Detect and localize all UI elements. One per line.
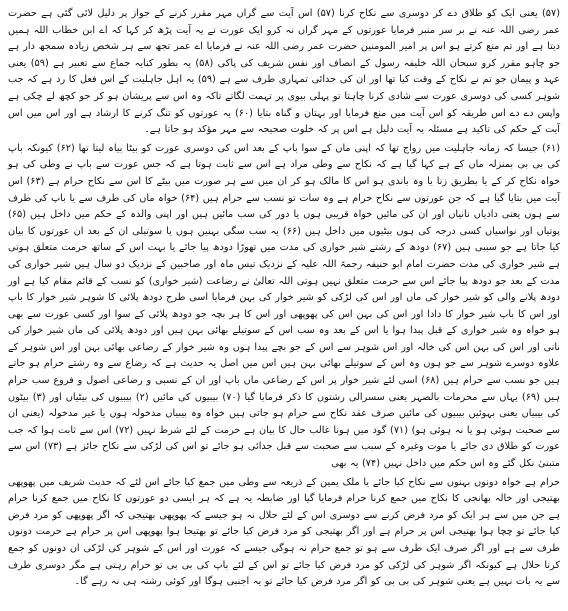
paragraph-2: (۶۱) جیسا کہ زمانہ جاہلیت میں رواج تھا کہ اپنی ماں کے سوا باپ کے بعد اس کی دوسری عورت کو بیٹا بیاہ لیتا تھا (۶۲) کیونکہ باپ کی بی بی بمنزلہ ماں کے ہے کہا گیا ہے کہ نکاح سے وطی مراد ہے اس سے ثابت ہوتا ہے کہ جس عورت سے باپ نے وطی کی ہو خواہ نکاح کر کے یا بطریق زنا یا وہ باندی ہو اس کا مالک ہو کر ان میں سے ہر صورت میں بیٹے کا اس سے نکاح حرام ہے (۶۳) اس آیت میں بتایا گیا ہے کہ جن عورتوں سے نکاح حرام ہے وہ سات تو نسب سے حرام ہیں (۶۴) خواہ ماں کی طرف سے یا باپ کی طرف سے ہوں یعنی دادیاں نانیاں اور ان کی مائیں خواہ قریبی ہوں یا دور کی سب مائیں ہیں اور اپنی والدہ کے حکم میں داخل ہیں (۶۵) پوتیاں اور نواسیاں کسی درجہ کی ہوں بیٹیوں میں داخل ہیں (۶۶) یہ سب سگی بہنیں ہوں یا سوتیلی ان کے بعد ان عورتوں کا بیان کیا جاتا ہے جو سببی ہیں (۶۷) دودھ کے رشتے شیر خواری کی مدت میں تھوڑا دودھ پیا جائے یا بہت اس کے ساتھ حرمت متعلق ہوتی ہے شیر خواری کی مدت حضرت امام ابو حنیفہ رحمۃ اللہ علیہ کے نزدیک تیس ماہ اور صاحبین کے نزدیک دو سال ہیں شیر خواری کی مدت کے بعد جو دودھ پیا جائے اس سے حرمت متعلق نہیں ہوتی اللہ تعالیٰ نے رضاعت (شیر خواری) کو نسب کے قائم مقام کیا ہے اور دودھ پلانے والی کو شیر خوار کی ماں اور اس کی لڑکی کو شیر خوار کی بہن فرمایا اسی طرح دودھ پلائی کا شوہر شیر خوار کا باپ اور اس کا باپ شیر خوار کا دادا اور اس کی بہن اس کی پھوپھی اور اس کا ہر بچہ جو دودھ پلائی کے سوا اور کسی عورت سے بھی ہو خواہ وہ شیر خواری کے قبل پیدا ہوا یا اس کے بعد وہ سب اس کے سوتیلے بھائی بہن ہیں اور دودھ پلائی کی ماں شیر خوار کی نانی اور اس کی بہن اس کی خالہ اور اس شوہر سے اس کے جو بچے پیدا ہوں وہ شیر خوار کے رضاعی بھائی بہن اور اس شوہر کے علاوہ دوسرے شوہر سے جو ہوں وہ اس کے سوتیلے بھائی بہن ہیں اس میں اصل یہ حدیث ہے کہ رضاع سے وہ رشتے حرام ہو جاتے ہیں جو نسب سے حرام ہیں (۶۸) اسی لئے شیر خوار پر اس کے رضاعی ماں باپ اور ان کے نسبی و رضاعی اصول و فروع سب حرام ہیں (۶۹) یہاں سے محرمات بالصہر یعنی سسرالی رشتوں کا ذکر فرمایا گیا (۷۰) بیبیوں کی مائیں (۲) بیبیوں کی بیٹیاں اور (۳) بیٹوں کی بیبیاں یعنی بہوئیں بیبیوں کی مائیں صرف عقد نکاح سے حرام ہو جاتی ہیں خواہ وہ بیبیاں مدخولہ ہوں یا غیر مدخولہ (یعنی ان سے صحبت ہوئی ہو یا نہ ہوئی ہو) (۷۱) گود میں ہونا غالب حال کا بیان ہے حرمت کے لئے شرط نہیں (۷۲) اس سے ثابت ہوا کہ جب عورت کو طلاق دی جائے یا موت وغیرہ کے سبب سے صحبت سے قبل جدائی ہو جائے تو اس کی لڑکی سے نکاح جائز ہے (۷۳) اس سے متبنیٰ نکل گئے وہ اس حکم میں داخل نہیں (۷۴) یہ بھی	[8, 142, 561, 470]
paragraph-3: حرام ہے خواہ دونوں بہنوں سے نکاح کیا جائے یا ملک یمین کے ذریعہ سے وطی میں جمع کیا جائے اس لئے کہ حدیث شریف میں پھوپھی بھتیجی اور خالہ بھانجی کا نکاح میں جمع کرنا حرام فرمایا گیا اور ضابطہ یہ ہے کہ ہر ایسی دو عورتوں کا نکاح میں جمع کرنا حرام ہے جن میں سے ہر ایک کو مرد فرض کرنے سے دوسری اس کے لئے حلال نہ ہو جیسے کہ پھوپھی بھتیجی کہ اگر پھوپھی کو مرد فرض کیا جائے تو چچا ہوا بھتیجی اس پر حرام ہے اور اگر بھتیجی کو مرد فرض کیا جائے تو بھتیجا ہوا پھوپھی اس پر حرام ہے حرمت دونوں طرف سے ہے اور اگر صرف ایک طرف سے ہو تو جمع حرام نہ ہوگی جیسے کہ عورت اور اس کے شوہر کی لڑکی ان دونوں کو جمع کرنا حلال ہے کیونکہ اگر شوہر کی لڑکی کو مرد فرض کیا جائے تو اس کے لئے باپ کی بی بی تو حرام رہتی ہے مگر دوسری طرف سے یہ بات نہیں ہے یعنی شوہر کی بی بی کو اگر مرد فرض کیا جائے تو یہ اجنبی ہوگا اور کوئی رشتہ ہی نہ رہے گا۔	[8, 476, 560, 588]
paragraph-1: (۵۷) یعنی ایک کو طلاق دے کر دوسری سے نکاح کرنا (۵۷) اس آیت سے گراں مہر مقرر کرنے کے جواز پر دلیل لائی گئی ہے حضرت عمر رضی اللہ عنہ نے بر سر منبر فرمایا عورتوں کے مہر گراں نہ کرو ایک عورت نے یہ آیت پڑھ کر کہا کہ اے ابن خطاب اللہ ہمیں دیتا ہے اور تم منع کرتے ہو اس پر امیر المومنین حضرت عمر رضی اللہ عنہ نے فرمایا اے عمر تجھ سے ہر شخص زیادہ سمجھ دار ہے جو چاہو مقرر کرو سبحان اللہ خلیفہ رسول کے انصاف اور نفس شریف کی پاکی (۵۸) یہ بطور کنایہ جماع سے تعبیر ہے (۵۹) یعنی عہد و پیمان جو تم نے نکاح کے وقت کیا تھا اور ان کی جدائی تمہاری طرف سے ہے (۵۹) یہ اہل جاہلیت کے اس فعل کا رد ہے کہ جب شوہر کسی کی دوسری عورت سے شادی کرنا چاہتا تو پہلی بیوی پر تہمت لگاتے تاکہ وہ اس سے پریشان ہو کر جو کچھ لے چکی ہے واپس دے دے اس طریقہ کو اس آیت میں منع فرمایا اور بہتان و گناہ بتایا (۶۰) یہ عورتوں کو تنگ کرنے کا ارشاد ہے اور اس میں اس آیت کے حکم کی تاکید ہے مسئلہ یہ آیت دلیل ہے اس پر کہ خلوت صحیحہ سے مہر مؤکد ہو جاتا ہے۔	[8, 8, 561, 136]
